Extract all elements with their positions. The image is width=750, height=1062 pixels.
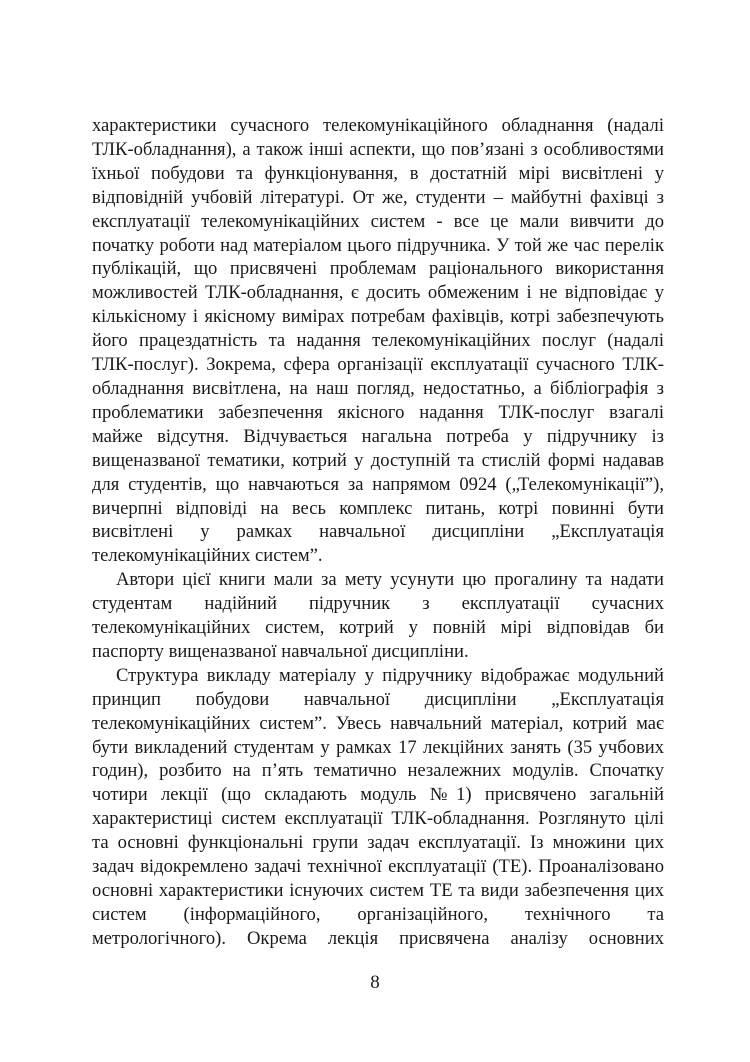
paragraph-2 [92,568,664,664]
paragraph-3 [92,664,664,951]
paragraph-1 [92,114,664,568]
body-text [92,114,664,951]
paragraph-3-text: Структура викладу матеріалу у підручнику відображає модульний принцип побудови навчальної дисципліни „Експлуатація телекомунікаційних систем”. Увесь навчальний матеріал, котрий має бути викладений студентам у рамках 17 лекційних занять (35 учбових годин), розбито на п’ять тематично незалежних модулів. Спочатку чотири лекції (що складають модуль №1) присвячено загальній характеристиці систем експлуатації ТЛК-обладнання. Розглянуто цілі та основні функціональні групи задач експлуатації. Із множини цих задач відокремлено задачі технічної експлуатації (ТЕ). Проаналізовано основні характеристики існуючих систем ТЕ та види забезпечення цих систем (інформаційного, організаційного, технічного та метрологічного). Окрема лекція присвячена аналізу основних [92,664,664,949]
page-number: 8 [370,972,380,993]
paragraph-1-text: характеристики сучасного телекомунікаційного обладнання (надалі ТЛК-обладнання), а також інші аспекти, що пов’язані з особливостями їхньої побудови та функціонування, в достатній мірі висвітлені у відповідній учбовій літературі. От же, студенти – майбутні фахівці з експлуатації телекомунікаційних систем - все це мали вивчити до початку роботи над матеріалом цього підручника. У той же час перелік публікацій, що присвячені проблемам раціонального використання можливостей ТЛК-обладнання, є досить обмеженим і не відповідає у кількісному і якісному вимірах потребам фахівців, котрі забезпечують його працездатність та надання телекомунікаційних послуг (надалі ТЛК-послуг). Зокрема, сфера організації експлуатації сучасного ТЛК-обладнання висвітлена, на наш погляд, недостатньо, а бібліографія з проблематики забезпечення якісного надання ТЛК-послуг взагалі майже відсутня. Відчувається нагальна потреба у підручнику із вищеназваної тематики, котрий у доступній та стислій формі надавав для студентів, що навчаються за напрямом 0924 („Телекомунікації”), вичерпні відповіді на весь комплекс питань, котрі повинні бути висвітлені у рамках навчальної дисципліни „Експлуатація телекомунікаційних систем”. [92,115,664,567]
paragraph-2-text: Автори цієї книги мали за мету усунути цю прогалину та надати студентам надійний підручник з експлуатації сучасних телекомунікаційних систем, котрий у повній мірі відповідав би паспорту вищеназваної навчальної дисципліни. [92,569,664,662]
